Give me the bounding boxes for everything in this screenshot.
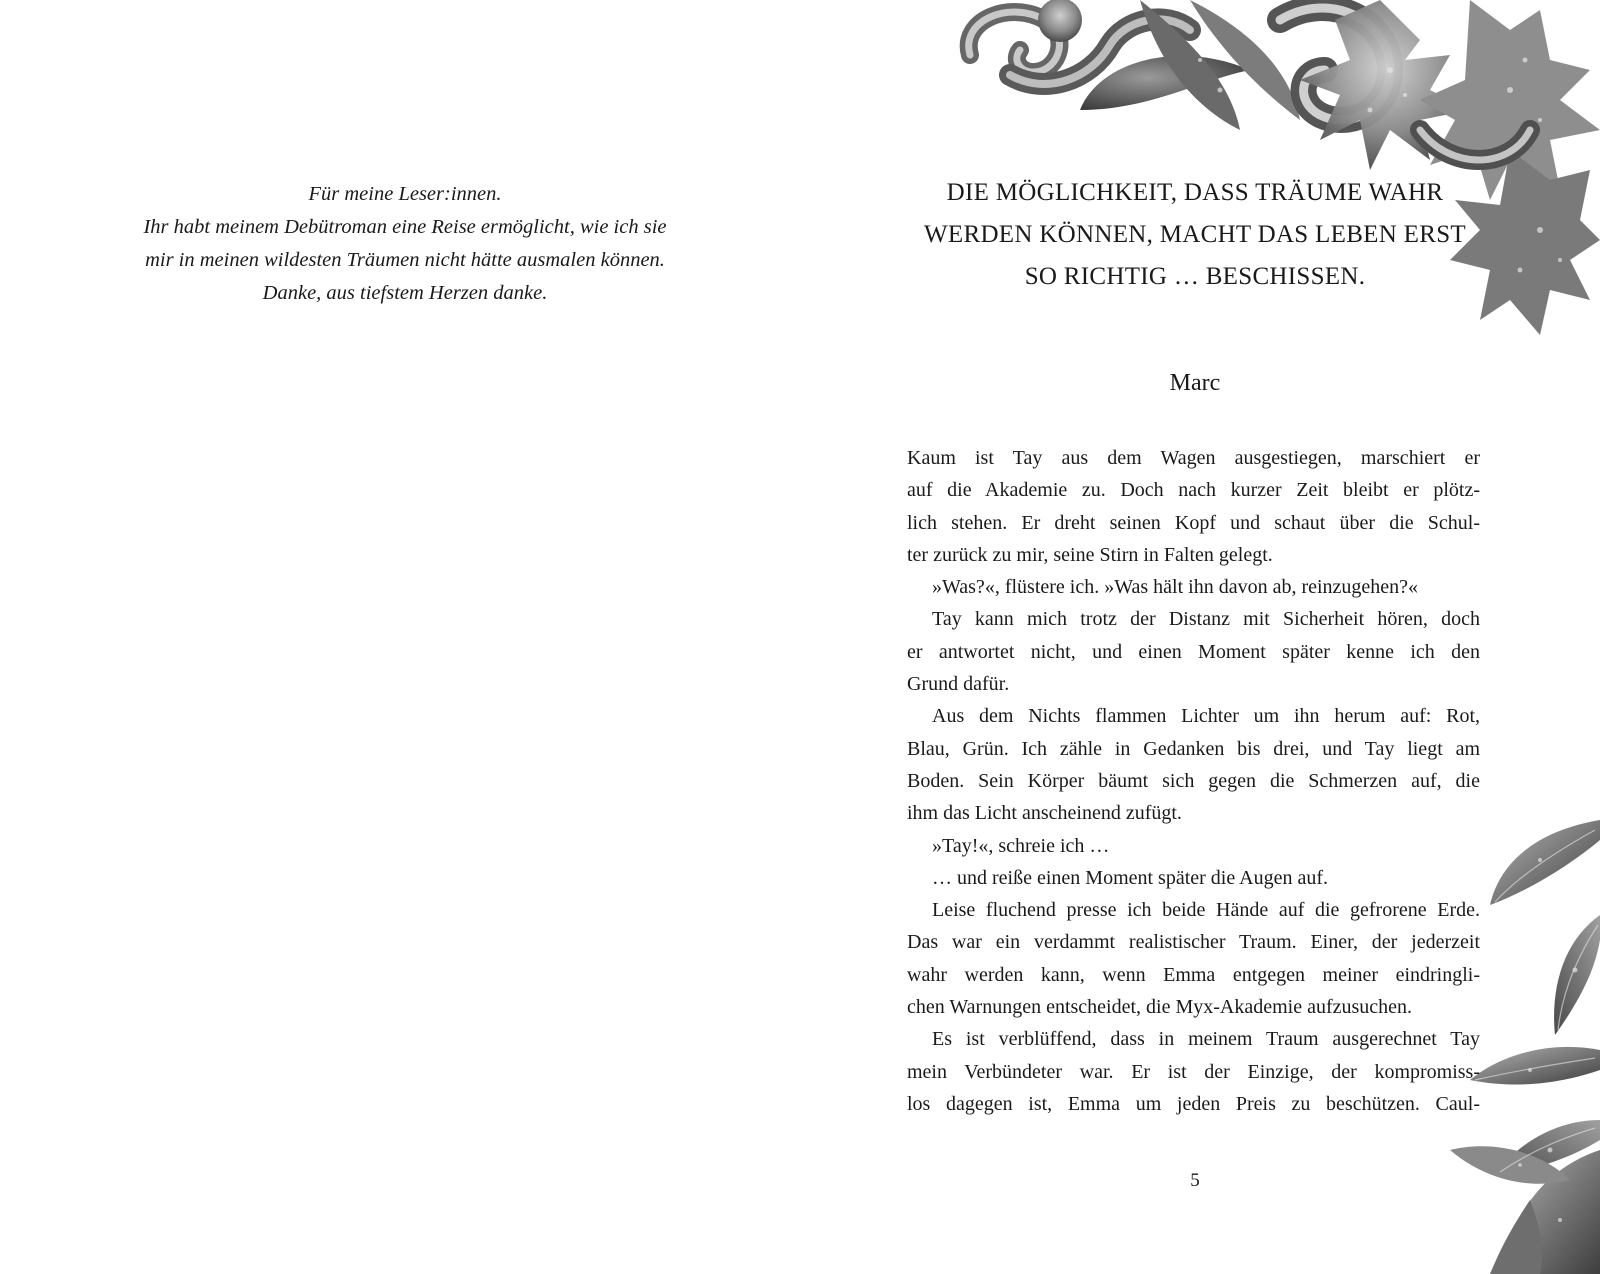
text-line: auf die Akademie zu. Doch nach kurzer Zeit bleibt er plötz- (907, 479, 1480, 502)
text-line: »Was?«, flüstere ich. »Was hält ihn davon ab, reinzugehen?« (932, 576, 1419, 599)
dedication-line: mir in meinen wildesten Träumen nicht hätte ausmalen können. (145, 249, 665, 271)
epigraph-line: DIE MÖGLICHKEIT, DASS TRÄUME WAHR (946, 179, 1444, 206)
epigraph-line: WERDEN KÖNNEN, MACHT DAS LEBEN ERST (924, 221, 1466, 248)
right-page (800, 0, 1600, 1274)
text-line: Grund dafür. (907, 673, 1010, 696)
text-line: … und reiße einen Moment später die Augen auf. (932, 866, 1328, 889)
text-line: los dagegen ist, Emma um jeden Preis zu beschützen. Caul- (907, 1092, 1480, 1115)
text-line: wahr werden kann, wenn Emma entgegen meiner eindringli- (907, 963, 1480, 986)
epigraph (900, 172, 1490, 298)
text-line: mein Verbündeter war. Er ist der Einzige, der kompromiss- (907, 1060, 1480, 1083)
text-line: Aus dem Nichts flammen Lichter um ihn herum auf: Rot, (932, 705, 1480, 728)
text-line: chen Warnungen entscheidet, die Myx-Akademie aufzusuchen. (907, 996, 1413, 1019)
dedication-line: Für meine Leser:innen. (308, 183, 502, 205)
dedication-line: Ihr habt meinem Debütroman eine Reise ermöglicht, wie ich sie (143, 216, 667, 238)
text-line: Leise fluchend presse ich beide Hände auf die gefrorene Erde. (932, 899, 1480, 922)
text-line: Blau, Grün. Ich zähle in Gedanken bis drei, und Tay liegt am (907, 737, 1480, 760)
text-line: er antwortet nicht, und einen Moment später kenne ich den (907, 640, 1480, 663)
text-line: Tay kann mich trotz der Distanz mit Sicherheit hören, doch (932, 608, 1480, 631)
dedication-line: Danke, aus tiefstem Herzen danke. (262, 282, 548, 304)
chapter-title: Marc (1169, 370, 1221, 396)
text-line: lich stehen. Er dreht seinen Kopf und schaut über die Schul- (907, 511, 1480, 534)
text-line: Boden. Sein Körper bäumt sich gegen die Schmerzen auf, die (907, 769, 1480, 792)
text-line: ihm das Licht anscheinend zufügt. (907, 802, 1182, 825)
dedication (110, 178, 700, 310)
text-line: Kaum ist Tay aus dem Wagen ausgestiegen, marschiert er (907, 447, 1480, 469)
text-line: Das war ein verdammt realistischer Traum. Einer, der jederzeit (907, 931, 1480, 954)
page-number: 5 (1190, 1170, 1200, 1191)
chapter-body (907, 442, 1480, 1120)
epigraph-line: SO RICHTIG … BESCHISSEN. (1024, 263, 1366, 290)
text-line: Es ist verblüffend, dass in meinem Traum ausgerechnet Tay (932, 1028, 1480, 1051)
text-line: ter zurück zu mir, seine Stirn in Falten gelegt. (907, 543, 1273, 566)
text-line: »Tay!«, schreie ich … (932, 834, 1110, 857)
